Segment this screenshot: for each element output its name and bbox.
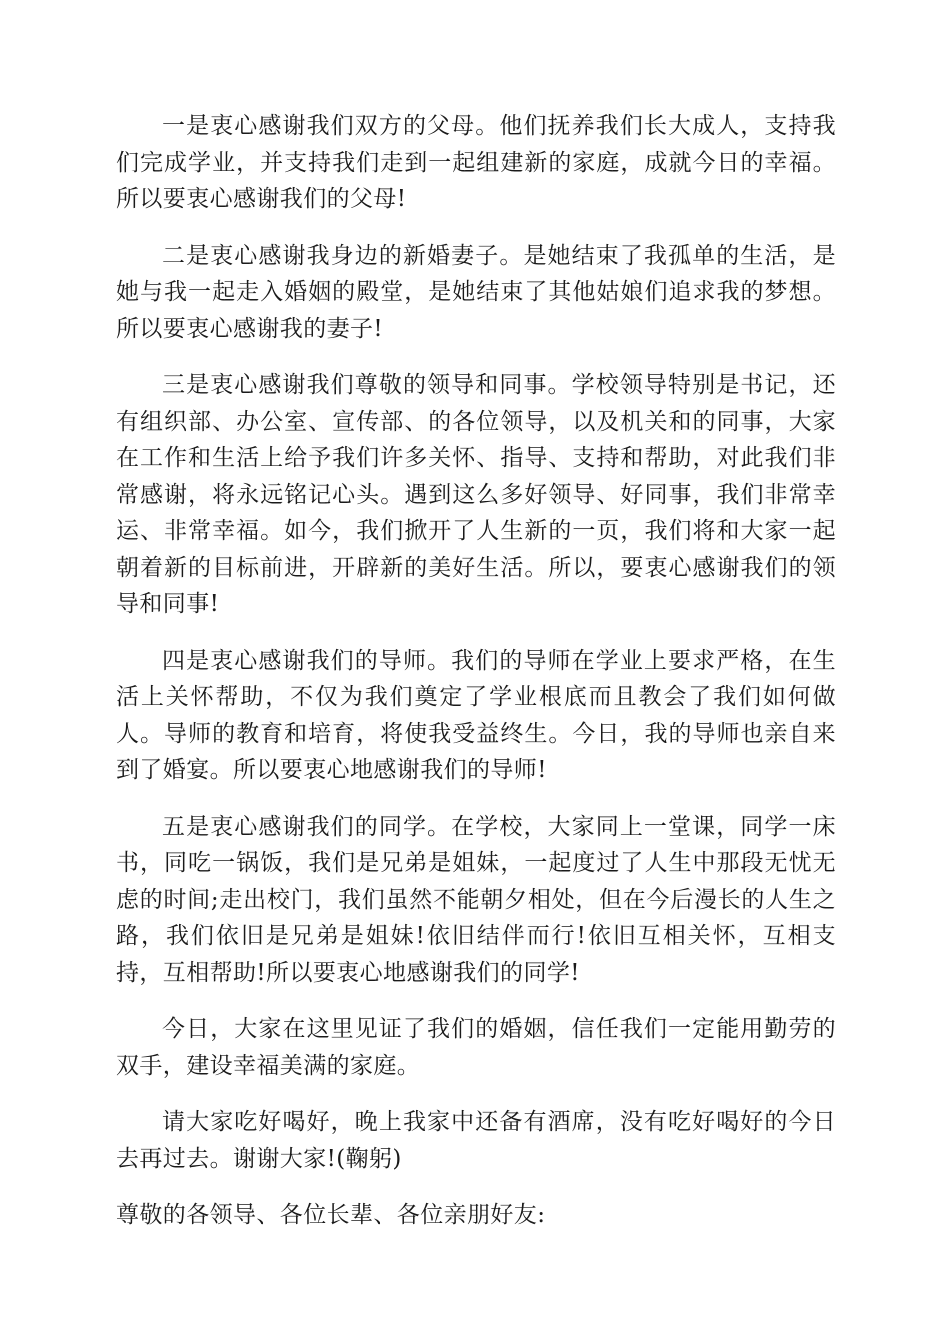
paragraph-witness: 今日，大家在这里见证了我们的婚姻，信任我们一定能用勤劳的双手，建设幸福美满的家庭。 [116,1016,836,1079]
paragraph-thanks-leaders-colleagues: 三是衷心感谢我们尊敬的领导和同事。学校领导特别是书记，还有组织部、办公室、宣传部、的各位领导，以及机关和的同事，大家在工作和生活上给予我们许多关怀、指导、支持和帮助，对此我们非常感谢，将永远铭记心头。遇到这么多好领导、好同事，我们非常幸运、非常幸福。如今，我们掀开了人生新的一页，我们将和大家一起朝着新的目标前进，开辟新的美好生活。所以，要衷心感谢我们的领导和同事! [116,372,836,617]
paragraph-thanks-mentor: 四是衷心感谢我们的导师。我们的导师在学业上要求严格，在生活上关怀帮助，不仅为我们奠定了学业根底而且教会了我们如何做人。导师的教育和培育，将使我受益终生。今日，我的导师也亲自来到了婚宴。所以要衷心地感谢我们的导师! [116,647,836,783]
salutation: 尊敬的各领导、各位长辈、各位亲朋好友: [116,1202,546,1228]
paragraph-thanks-classmates: 五是衷心感谢我们的同学。在学校，大家同上一堂课，同学一床书，同吃一锅饭，我们是兄弟是姐妹，一起度过了人生中那段无忧无虑的时间;走出校门，我们虽然不能朝夕相处，但在今后漫长的人生之路，我们依旧是兄弟是姐妹!依旧结伴而行!依旧互相关怀，互相支持，互相帮助!所以要衷心地感谢我们的同学! [116,813,836,986]
paragraph-thanks-parents: 一是衷心感谢我们双方的父母。他们抚养我们长大成人，支持我们完成学业，并支持我们走到一起组建新的家庭，成就今日的幸福。所以要衷心感谢我们的父母! [116,113,836,212]
paragraph-thanks-wife: 二是衷心感谢我身边的新婚妻子。是她结束了我孤单的生活，是她与我一起走入婚姻的殿堂，是她结束了其他姑娘们追求我的梦想。所以要衷心感谢我的妻子! [116,242,836,342]
paragraph-closing: 请大家吃好喝好，晚上我家中还备有酒席，没有吃好喝好的今日去再过去。谢谢大家!(鞠躬) [116,1109,836,1172]
document-body [116,108,836,1254]
